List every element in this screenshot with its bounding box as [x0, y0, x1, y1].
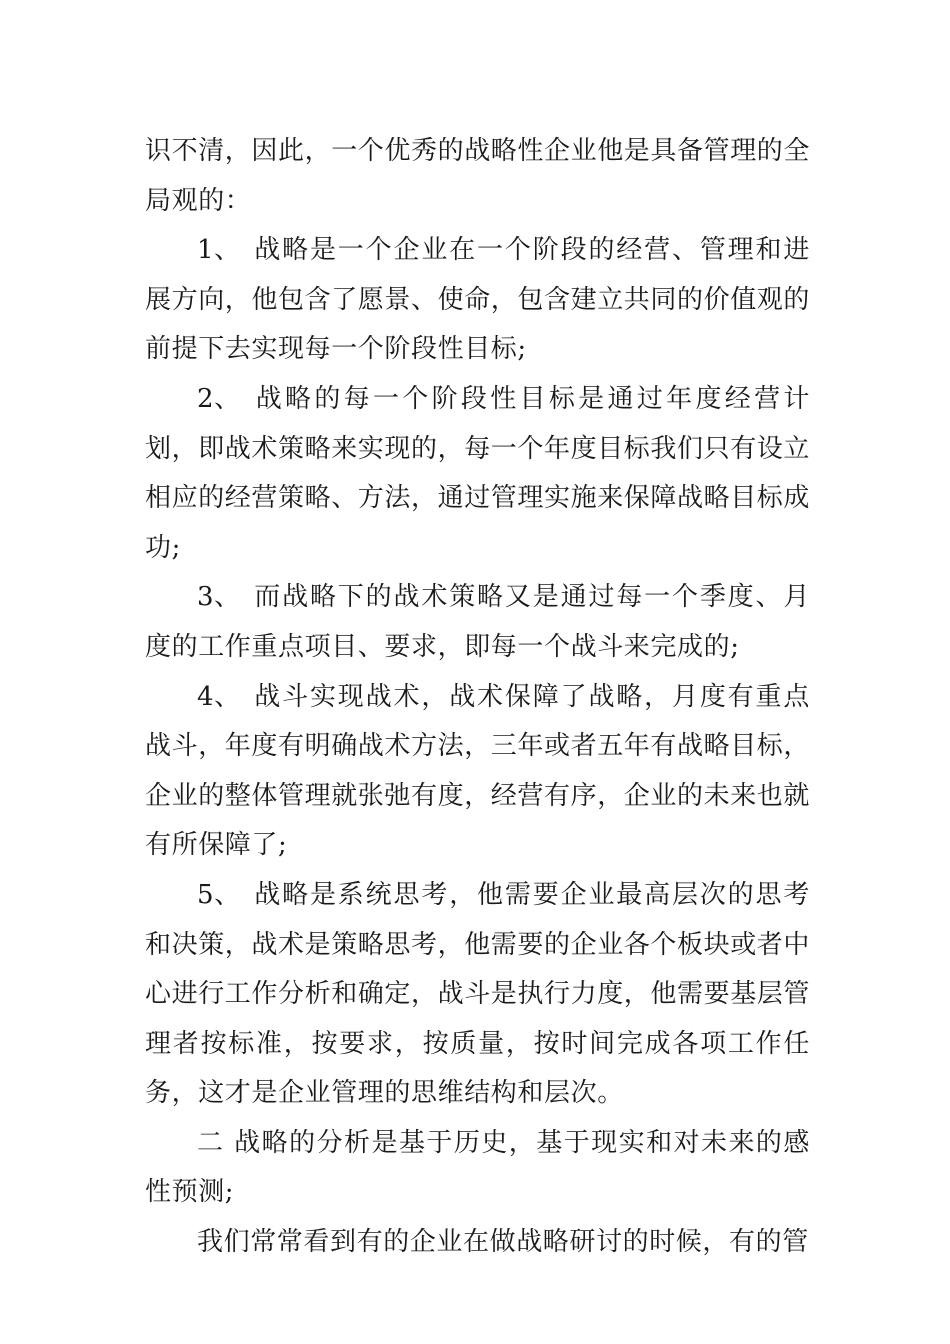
paragraph-text: 战略的每一个阶段性目标是通过年度经营计划，即战术策略来实现的，每一个年度目标我们只有设立相应的经营策略、方法，通过管理实施来保障战略目标成功; [145, 383, 811, 563]
paragraph-text: 二 战略的分析是基于历史，基于现实和对未来的感性预测; [145, 1127, 810, 1208]
list-item-3 [145, 573, 810, 672]
list-item-2 [145, 375, 810, 573]
paragraph-text: 而战略下的战术策略又是通过每一个季度、月度的工作重点项目、要求，即每一个战斗来完成的; [145, 582, 810, 662]
list-item-5 [145, 871, 810, 1119]
list-number: 4、 [197, 681, 241, 712]
body-text [145, 127, 810, 1268]
list-number: 1、 [197, 235, 241, 266]
list-number: 2、 [197, 383, 241, 414]
list-item-1 [145, 226, 810, 375]
list-number: 5、 [197, 879, 241, 910]
paragraph [145, 1218, 810, 1268]
paragraph-text: 我们常常看到有的企业在做战略研讨的时候，有的管 [197, 1227, 809, 1258]
paragraph-continuation [145, 127, 810, 226]
section-heading-2 [145, 1119, 810, 1218]
paragraph-text: 识不清，因此，一个优秀的战略性企业他是具备管理的全局观的： [145, 136, 811, 216]
paragraph-text: 战略是一个企业在一个阶段的经营、管理和进展方向，他包含了愿景、使命，包含建立共同的价值观的前提下去实现每一个阶段性目标; [145, 235, 811, 365]
paragraph-text: 战斗实现战术，战术保障了战略，月度有重点战斗，年度有明确战术方法，三年或者五年有战略目标，企业的整体管理就张弛有度，经营有序，企业的未来也就有所保障了; [145, 681, 811, 861]
list-number: 3、 [197, 582, 241, 613]
paragraph-text: 战略是系统思考，他需要企业最高层次的思考和决策，战术是策略思考，他需要的企业各个板块或者中心进行工作分析和确定，战斗是执行力度，他需要基层管理者按标准，按要求，按质量，按时间完成各项工作任务，这才是企业管理的思维结构和层次。 [145, 879, 811, 1109]
list-item-4 [145, 673, 810, 871]
